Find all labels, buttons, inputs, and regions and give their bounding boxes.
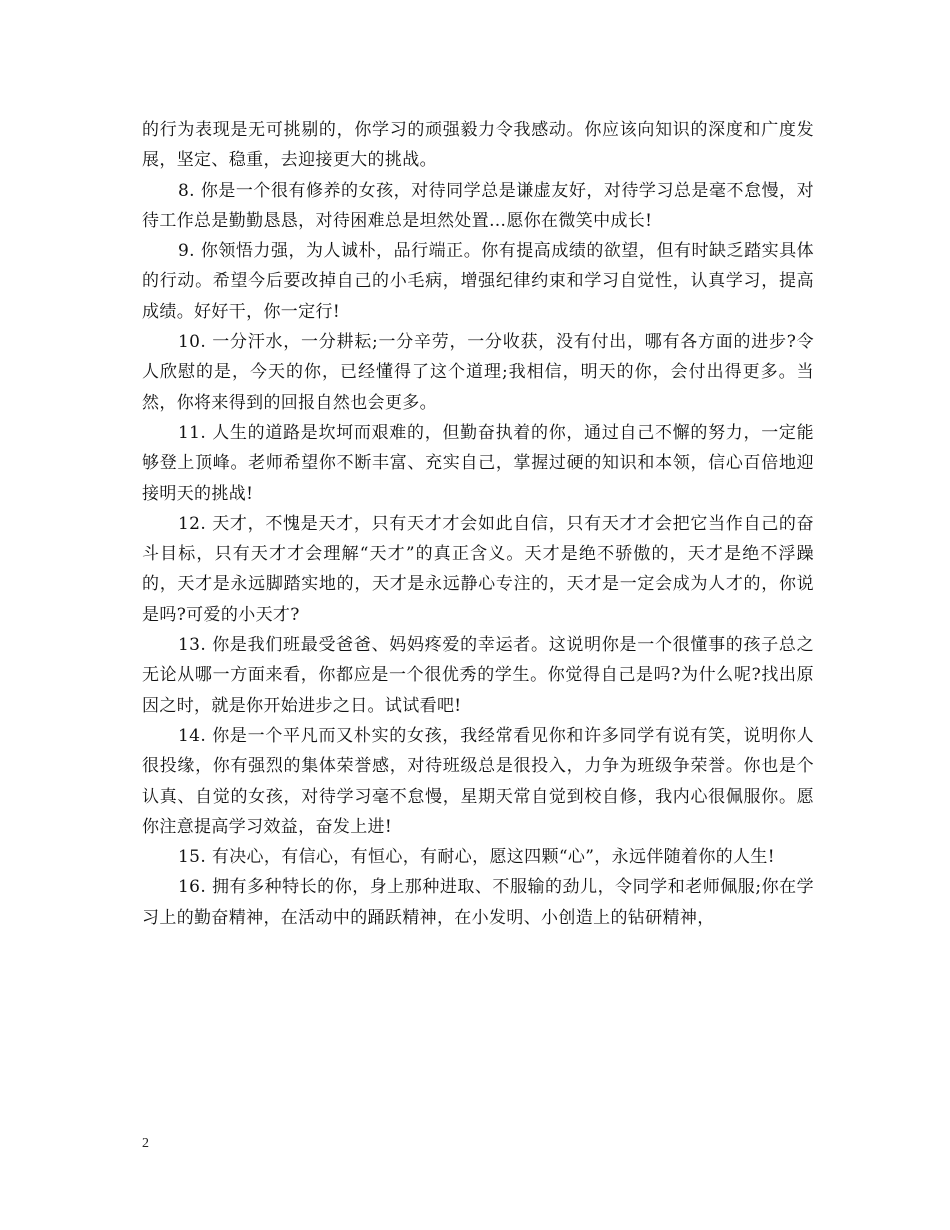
paragraph-item-15: 15. 有决心，有信心，有恒心，有耐心，愿这四颗“心”，永远伴随着你的人生! — [178, 847, 775, 868]
document-body — [142, 115, 814, 933]
paragraph-continued: 的行为表现是无可挑剔的，你学习的顽强毅力令我感动。你应该向知识的深度和广度发展，坚定、稳重，去迎接更大的挑战。 — [142, 120, 814, 171]
paragraph-item-14: 14. 你是一个平凡而又朴实的女孩，我经常看见你和许多同学有说有笑，说明你人很投缘，你有强烈的集体荣誉感，对待班级总是很投入，力争为班级争荣誉。你也是个认真、自觉的女孩，对待学习毫不怠慢，星期天常自觉到校自修，我内心很佩服你。愿你注意提高学习效益，奋发上进! — [142, 725, 814, 837]
paragraph-item-8: 8. 你是一个很有修养的女孩，对待同学总是谦虚友好，对待学习总是毫不怠慢，对待工作总是勤勤恳恳，对待困难总是坦然处置…愿你在微笑中成长! — [142, 180, 814, 231]
paragraph-item-10: 10. 一分汗水，一分耕耘;一分辛劳，一分收获，没有付出，哪有各方面的进步?令人欣慰的是，今天的你，已经懂得了这个道理;我相信，明天的你，会付出得更多。当然，你将来得到的回报自然也会更多。 — [142, 332, 814, 413]
page-number: 2 — [142, 1136, 149, 1151]
paragraph-item-13: 13. 你是我们班最受爸爸、妈妈疼爱的幸运者。这说明你是一个很懂事的孩子总之无论从哪一方面来看，你都应是一个很优秀的学生。你觉得自己是吗?为什么呢?找出原因之时，就是你开始进步之日。试试看吧! — [142, 635, 814, 716]
paragraph-item-9: 9. 你领悟力强，为人诚朴，品行端正。你有提高成绩的欲望，但有时缺乏踏实具体的行动。希望今后要改掉自己的小毛病，增强纪律约束和学习自觉性，认真学习，提高成绩。好好干，你一定行! — [142, 241, 814, 322]
paragraph-item-11: 11. 人生的道路是坎坷而艰难的，但勤奋执着的你，通过自己不懈的努力，一定能够登上顶峰。老师希望你不断丰富、充实自己，掌握过硬的知识和本领，信心百倍地迎接明天的挑战! — [142, 422, 814, 504]
paragraph-item-12: 12. 天才，不愧是天才，只有天才才会如此自信，只有天才才会把它当作自己的奋斗目标，只有天才才会理解“天才”的真正含义。天才是绝不骄傲的，天才是绝不浮躁的，天才是永远脚踏实地的，天才是永远静心专注的，天才是一定会成为人才的，你说是吗?可爱的小天才? — [142, 513, 814, 625]
paragraph-item-16: 16. 拥有多种特长的你，身上那种进取、不服输的劲儿，令同学和老师佩服;你在学习上的勤奋精神，在活动中的踊跃精神，在小发明、小创造上的钻研精神， — [142, 877, 814, 928]
